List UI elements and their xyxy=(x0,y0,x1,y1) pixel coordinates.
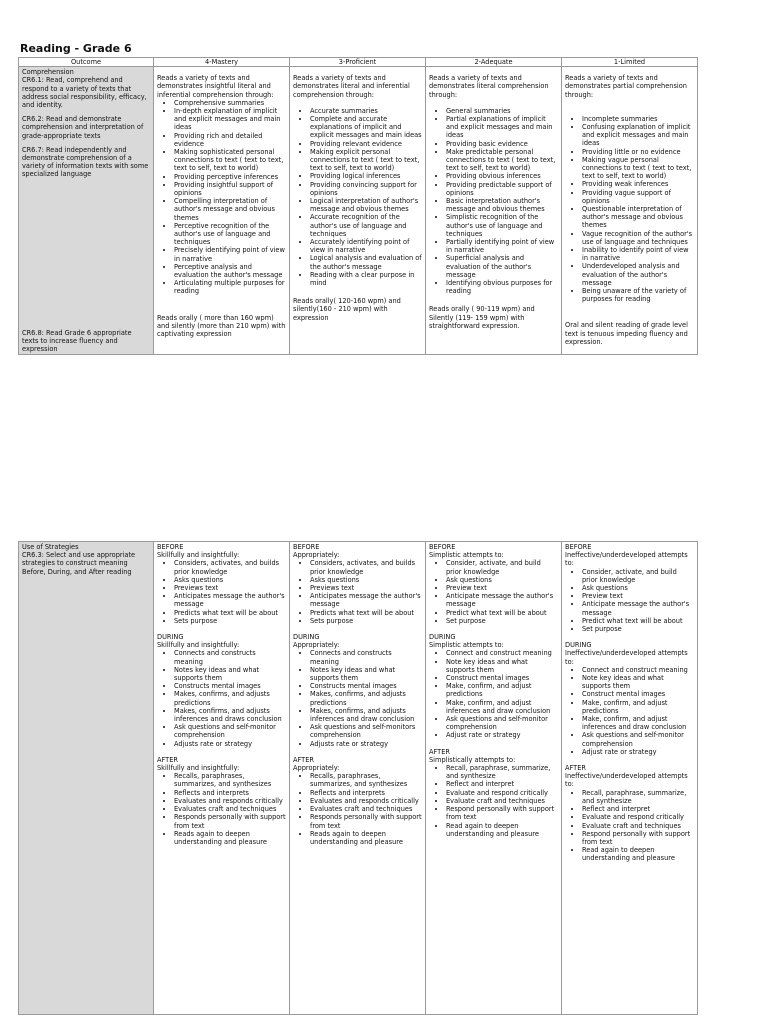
strategy-item: • Note key ideas and what supports them xyxy=(582,674,694,690)
strategy-item: • Constructs mental images xyxy=(174,682,286,690)
level-intro: Reads a variety of texts and demonstrates partial comprehension through: xyxy=(565,74,687,99)
phase-qualifier: Simplistically attempts to: xyxy=(429,755,516,764)
strategy-list xyxy=(293,772,422,846)
criteria-item: • Providing logical inferences xyxy=(310,172,422,180)
phase-label: BEFORE xyxy=(293,543,320,551)
strategy-item: • Consider, activate, and build prior knowledge xyxy=(582,568,694,584)
strategy-item: • Preview text xyxy=(446,584,558,592)
comprehension-mastery-cell xyxy=(154,67,290,355)
strategy-item: • Read again to deepen understanding and pleasure xyxy=(446,822,558,838)
strategy-item: • Evaluates and responds critically xyxy=(174,797,286,805)
criteria-item: • Complete and accurate explanations of implicit and explicit messages and main ideas xyxy=(310,115,422,140)
phase-label: DURING xyxy=(429,633,456,642)
strategies-adequate-cell xyxy=(426,542,562,1015)
strategy-phase-before xyxy=(429,543,558,625)
header-row xyxy=(19,58,698,67)
strategy-item: • Evaluates and responds critically xyxy=(310,797,422,805)
strategy-phase-after xyxy=(157,756,286,846)
page-title: Reading - Grade 6 xyxy=(20,42,132,55)
phase-label: AFTER xyxy=(565,764,586,773)
criteria-item: • Perceptive analysis and evaluation the author's message xyxy=(174,263,286,279)
strategy-item: • Adjusts rate or strategy xyxy=(174,740,286,748)
phase-qualifier: Simplistic attempts to: xyxy=(429,641,504,650)
criteria-item: • Accurately identifying point of view in narrative xyxy=(310,238,422,254)
criteria-item: • Articulating multiple purposes for reading xyxy=(174,279,286,295)
criteria-item: • Making vague personal connections to text ( text to text, text to self, text to world) xyxy=(582,156,694,181)
comprehension-proficient-cell xyxy=(290,67,426,355)
strategy-item: • Adjust rate or strategy xyxy=(582,748,694,756)
phase-qualifier: Appropriately: xyxy=(293,641,340,650)
phase-qualifier: Skillfully and insightfully: xyxy=(157,764,240,773)
criteria-item: • Comprehensive summaries xyxy=(174,99,286,107)
phase-qualifier: Ineffective/underdeveloped attempts to: xyxy=(565,551,688,568)
strategy-phase-after xyxy=(565,764,694,862)
strategy-item: • Connect and construct meaning xyxy=(582,666,694,674)
fluency-text: Reads orally ( 90-119 wpm) and Silently (119- 159 wpm) with straightforward expression. xyxy=(429,305,535,330)
strategies-rubric-table xyxy=(18,541,698,1015)
criteria-item: • Accurate recognition of the author's use of language and techniques xyxy=(310,213,422,238)
criteria-item: • Questionable interpretation of author's message and obvious themes xyxy=(582,205,694,230)
comprehension-row xyxy=(19,67,698,355)
strategy-item: • Ask questions and self-monitor comprehension xyxy=(582,731,694,747)
comprehension-outcome-cell xyxy=(19,67,154,355)
criteria-item: • Making sophisticated personal connections to text ( text to text, text to self, text to world) xyxy=(174,148,286,173)
strategy-item: • Makes, confirms, and adjusts inferences and draws conclusion xyxy=(174,707,286,723)
outcome-text: CR6.8: Read Grade 6 appropriate texts to increase fluency and expression xyxy=(22,328,132,354)
phase-qualifier: Simplistic attempts to: xyxy=(429,551,504,560)
fluency-text: Reads orally ( more than 160 wpm) and silently (more than 210 wpm) with captivating expression xyxy=(157,313,286,339)
phase-qualifier: Appropriately: xyxy=(293,551,340,560)
strategy-item: • Read again to deepen understanding and pleasure xyxy=(582,846,694,862)
strategy-item: • Note key ideas and what supports them xyxy=(446,658,558,674)
comprehension-adequate-cell xyxy=(426,67,562,355)
criteria-list xyxy=(565,115,694,304)
phase-label: BEFORE xyxy=(565,543,592,551)
strategy-item: • Anticipates message the author's message xyxy=(174,592,286,608)
strategy-item: • Evaluate and respond critically xyxy=(446,789,558,797)
comprehension-rubric-table xyxy=(18,57,698,355)
criteria-item: • Make predictable personal connections to text ( text to text, text to self, text to world) xyxy=(446,148,558,173)
strategy-item: • Ask questions and self-monitors comprehension xyxy=(310,723,422,739)
strategy-item: • Make, confirm, and adjust inferences and draw conclusion xyxy=(446,699,558,715)
criteria-item: • Providing rich and detailed evidence xyxy=(174,132,286,148)
strategy-item: • Recall, paraphrase, summarize, and synthesize xyxy=(582,789,694,805)
strategy-list xyxy=(429,559,558,625)
strategies-mastery-cell xyxy=(154,542,290,1015)
strategy-phase-before xyxy=(157,543,286,625)
strategy-item: • Recalls, paraphrases, summarizes, and synthesizes xyxy=(310,772,422,788)
strategy-list xyxy=(157,559,286,625)
criteria-item: • Superficial analysis and evaluation of the author's message xyxy=(446,254,558,279)
strategy-phase-before xyxy=(565,543,694,633)
strategy-item: • Evaluate craft and techniques xyxy=(446,797,558,805)
strategy-item: • Connects and constructs meaning xyxy=(174,649,286,665)
strategy-phase-during xyxy=(157,633,286,748)
criteria-item: • Providing convincing support for opinions xyxy=(310,181,422,197)
strategy-item: • Notes key ideas and what supports them xyxy=(174,666,286,682)
strategy-item: • Predict what text will be about xyxy=(582,617,694,625)
strategy-item: • Reflects and interprets xyxy=(310,789,422,797)
header-limited: 1-Limited xyxy=(562,58,698,67)
criteria-item: • In-depth explanation of implicit and explicit messages and main ideas xyxy=(174,107,286,132)
criteria-list xyxy=(429,107,558,296)
criteria-item: • Precisely identifying point of view in narrative xyxy=(174,246,286,262)
strategy-item: • Sets purpose xyxy=(174,617,286,625)
strategy-item: • Anticipates message the author's message xyxy=(310,592,422,608)
criteria-item: • Reading with a clear purpose in mind xyxy=(310,271,422,287)
strategy-phase-before xyxy=(293,543,422,625)
strategy-item: • Asks questions xyxy=(310,576,422,584)
level-intro: Reads a variety of texts and demonstrates literal comprehension through: xyxy=(429,74,549,99)
criteria-item: • General summaries xyxy=(446,107,558,115)
strategy-item: • Considers, activates, and builds prior knowledge xyxy=(174,559,286,575)
strategy-item: • Makes, confirms, and adjusts predictions xyxy=(310,690,422,706)
strategy-list xyxy=(565,568,694,634)
strategy-item: • Construct mental images xyxy=(446,674,558,682)
strategy-phase-after xyxy=(429,748,558,838)
strategy-item: • Reflects and interprets xyxy=(174,789,286,797)
strategy-item: • Recall, paraphrase, summarize, and synthesize xyxy=(446,764,558,780)
strategy-item: • Constructs mental images xyxy=(310,682,422,690)
strategy-item: • Predict what text will be about xyxy=(446,609,558,617)
strategy-list xyxy=(157,649,286,747)
strategy-list xyxy=(429,764,558,838)
strategy-phase-after xyxy=(293,756,422,846)
strategy-list xyxy=(565,789,694,863)
criteria-item: • Incomplete summaries xyxy=(582,115,694,123)
strategy-item: • Set purpose xyxy=(446,617,558,625)
criteria-list xyxy=(157,99,286,296)
strategy-item: • Makes, confirms, and adjusts predictions xyxy=(174,690,286,706)
strategy-item: • Anticipate message the author's message xyxy=(446,592,558,608)
strategy-phase-during xyxy=(293,633,422,748)
phase-label: AFTER xyxy=(293,755,314,764)
strategy-item: • Reads again to deepen understanding and pleasure xyxy=(310,830,422,846)
phase-qualifier: Skillfully and insightfully: xyxy=(157,551,240,560)
strategy-item: • Ask questions xyxy=(446,576,558,584)
strategy-item: • Connect and construct meaning xyxy=(446,649,558,657)
criteria-list xyxy=(293,107,422,287)
strategy-item: • Respond personally with support from text xyxy=(446,805,558,821)
criteria-item: • Partial explanations of implicit and explicit messages and main ideas xyxy=(446,115,558,140)
strategies-row xyxy=(19,542,698,1015)
outcome-text: CR6.2: Read and demonstrate comprehension and interpretation of grade-appropriate texts xyxy=(22,115,144,140)
strategy-item: • Adjusts rate or strategy xyxy=(310,740,422,748)
strategy-item: • Predicts what text will be about xyxy=(310,609,422,617)
criteria-item: • Vague recognition of the author's use of language and techniques xyxy=(582,230,694,246)
header-proficient: 3-Proficient xyxy=(290,58,426,67)
header-outcome: Outcome xyxy=(19,58,154,67)
strategy-item: • Recalls, paraphrases, summarizes, and synthesizes xyxy=(174,772,286,788)
header-mastery: 4-Mastery xyxy=(154,58,290,67)
strategy-item: • Considers, activates, and builds prior knowledge xyxy=(310,559,422,575)
strategy-item: • Ask questions and self-monitor comprehension xyxy=(446,715,558,731)
strategies-outcome-cell xyxy=(19,542,154,1015)
strategy-item: • Previews text xyxy=(310,584,422,592)
phase-label: DURING xyxy=(293,633,320,642)
strategy-item: • Sets purpose xyxy=(310,617,422,625)
strategy-item: • Ask questions and self-monitor comprehension xyxy=(174,723,286,739)
strategy-item: • Reads again to deepen understanding and pleasure xyxy=(174,830,286,846)
strategy-item: • Responds personally with support from text xyxy=(310,813,422,829)
criteria-item: • Providing vague support of opinions xyxy=(582,189,694,205)
phase-qualifier: Ineffective/underdeveloped attempts to: xyxy=(565,772,688,789)
criteria-item: • Basic interpretation author's message and obvious themes xyxy=(446,197,558,213)
strategy-item: • Adjust rate or strategy xyxy=(446,731,558,739)
criteria-item: • Logical analysis and evaluation of the author's message xyxy=(310,254,422,270)
outcome-heading: Comprehension xyxy=(22,68,74,77)
fluency-text: Reads orally( 120-160 wpm) and silently(160 - 210 wpm) with expression xyxy=(293,297,401,322)
phase-qualifier: Appropriately: xyxy=(293,764,340,773)
phase-label: AFTER xyxy=(157,755,178,764)
phase-label: DURING xyxy=(157,633,184,642)
phase-label: DURING xyxy=(565,641,592,650)
phase-label: AFTER xyxy=(429,747,450,756)
strategy-item: • Make, confirm, and adjust inferences and draw conclusion xyxy=(582,715,694,731)
criteria-item: • Providing obvious inferences xyxy=(446,172,558,180)
strategy-item: • Evaluates craft and techniques xyxy=(310,805,422,813)
strategies-limited-cell xyxy=(562,542,698,1015)
strategy-item: • Evaluate and respond critically xyxy=(582,813,694,821)
outcome-text: CR6.3: Select and use appropriate strategies to construct meaning Before, During, and After reading xyxy=(22,551,136,576)
criteria-item: • Underdeveloped analysis and evaluation of the author's message xyxy=(582,262,694,287)
strategy-item: • Notes key ideas and what supports them xyxy=(310,666,422,682)
fluency-text: Oral and silent reading of grade level text is tenuous impeding fluency and expression. xyxy=(565,321,688,346)
strategy-item: • Responds personally with support from text xyxy=(174,813,286,829)
strategy-item: • Respond personally with support from text xyxy=(582,830,694,846)
strategy-list xyxy=(157,772,286,846)
comprehension-limited-cell xyxy=(562,67,698,355)
strategy-item: • Evaluates craft and techniques xyxy=(174,805,286,813)
strategy-item: • Ask questions xyxy=(582,584,694,592)
strategy-item: • Preview text xyxy=(582,592,694,600)
strategy-item: • Make, confirm, and adjust predictions xyxy=(446,682,558,698)
strategy-item: • Reflect and interpret xyxy=(582,805,694,813)
strategy-phase-during xyxy=(429,633,558,740)
strategy-list xyxy=(565,666,694,756)
strategy-item: • Construct mental images xyxy=(582,690,694,698)
strategy-item: • Set purpose xyxy=(582,625,694,633)
strategy-item: • Consider, activate, and build prior knowledge xyxy=(446,559,558,575)
criteria-item: • Compelling interpretation of author's message and obvious themes xyxy=(174,197,286,222)
phase-qualifier: Skillfully and insightfully: xyxy=(157,641,240,650)
criteria-item: • Logical interpretation of author's message and obvious themes xyxy=(310,197,422,213)
strategy-list xyxy=(429,649,558,739)
criteria-item: • Accurate summaries xyxy=(310,107,422,115)
strategy-list xyxy=(293,559,422,625)
criteria-item: • Being unaware of the variety of purposes for reading xyxy=(582,287,694,303)
outcome-heading: Use of Strategies xyxy=(22,543,79,551)
criteria-item: • Providing predictable support of opinions xyxy=(446,181,558,197)
criteria-item: • Simplistic recognition of the author's use of language and techniques xyxy=(446,213,558,238)
criteria-item: • Providing little or no evidence xyxy=(582,148,694,156)
level-intro: Reads a variety of texts and demonstrates literal and inferential comprehension through: xyxy=(293,74,410,99)
criteria-item: • Providing basic evidence xyxy=(446,140,558,148)
strategy-item: • Previews text xyxy=(174,584,286,592)
criteria-item: • Providing perceptive inferences xyxy=(174,173,286,181)
header-adequate: 2-Adequate xyxy=(426,58,562,67)
strategy-item: • Asks questions xyxy=(174,576,286,584)
criteria-item: • Providing weak inferences xyxy=(582,180,694,188)
criteria-item: • Confusing explanation of implicit and explicit messages and main ideas xyxy=(582,123,694,148)
strategies-proficient-cell xyxy=(290,542,426,1015)
criteria-item: • Providing insightful support of opinions xyxy=(174,181,286,197)
criteria-item: • Perceptive recognition of the author's use of language and techniques xyxy=(174,222,286,247)
strategy-phase-during xyxy=(565,641,694,756)
criteria-item: • Inability to identify point of view in narrative xyxy=(582,246,694,262)
phase-label: BEFORE xyxy=(157,543,184,551)
strategy-item: • Evaluate craft and techniques xyxy=(582,822,694,830)
strategy-item: • Predicts what text will be about xyxy=(174,609,286,617)
strategy-item: • Connects and constructs meaning xyxy=(310,649,422,665)
strategy-item: • Makes, confirms, and adjusts inferences and draw conclusion xyxy=(310,707,422,723)
level-intro: Reads a variety of texts and demonstrates insightful literal and inferential comprehension through: xyxy=(157,74,274,99)
strategy-item: • Anticipate message the author's message xyxy=(582,600,694,616)
criteria-item: • Partially identifying point of view in narrative xyxy=(446,238,558,254)
outcome-text: CR6.7: Read independently and demonstrate comprehension of a variety of information texts with some specialized language xyxy=(22,145,149,179)
outcome-text: CR6.1: Read, comprehend and respond to a variety of texts that address social responsibility, efficacy, and identity. xyxy=(22,76,147,110)
phase-label: BEFORE xyxy=(429,543,456,551)
criteria-item: • Making explicit personal connections to text ( text to text, text to self, text to world) xyxy=(310,148,422,173)
phase-qualifier: Ineffective/underdeveloped attempts to: xyxy=(565,649,688,666)
strategy-list xyxy=(293,649,422,747)
strategy-item: • Make, confirm, and adjust predictions xyxy=(582,699,694,715)
criteria-item: • Identifying obvious purposes for reading xyxy=(446,279,558,295)
strategy-item: • Reflect and interpret xyxy=(446,780,558,788)
criteria-item: • Providing relevant evidence xyxy=(310,140,422,148)
